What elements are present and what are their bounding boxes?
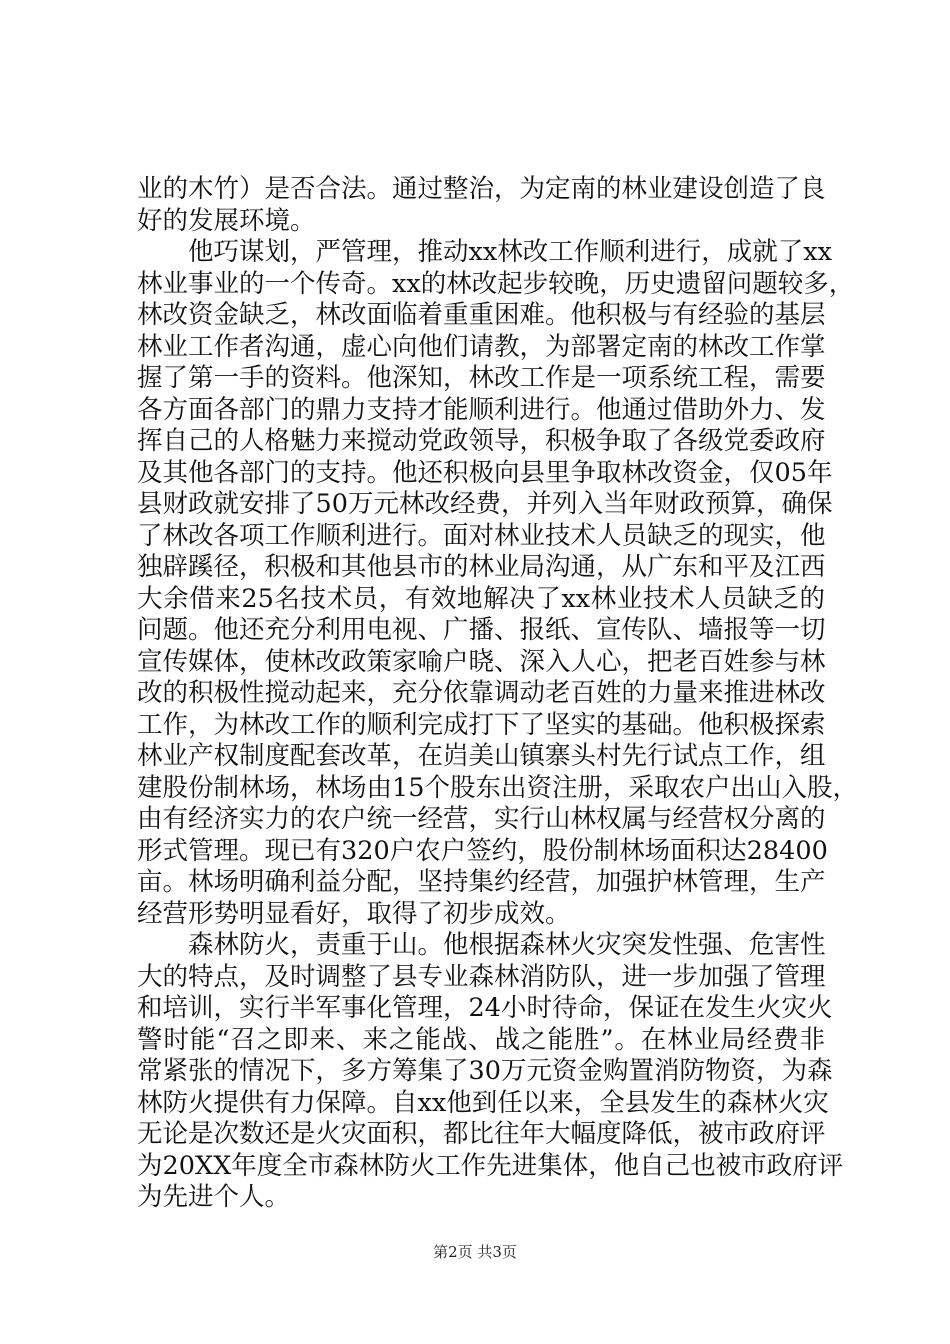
text-line: 亩。林场明确利益分配，坚持集约经营，加强护林管理，生产 [137, 867, 826, 897]
text-line: 问题。他还充分利用电视、广播、报纸、宣传队、墙报等一切 [137, 615, 826, 645]
text-line: 林防火提供有力保障。自xx他到任以来，全县发生的森林火灾 [137, 1087, 829, 1118]
text-line: 和培训，实行半军事化管理，24小时待命，保证在发生火灾火 [137, 993, 833, 1023]
text-line: 大的特点，及时调整了县专业森林消防队，进一步加强了管理 [137, 961, 826, 992]
text-line: 大余借来25名技术员，有效地解决了xx林业技术人员缺乏的 [137, 583, 825, 614]
text-line: 常紧张的情况下，多方筹集了30万元资金购置消防物资，为森 [137, 1056, 833, 1086]
text-line: 经营形势明显看好，取得了初步成效。 [137, 898, 571, 929]
body-text [137, 174, 858, 1214]
text-line: 林业产权制度配套改革，在岿美山镇寨头村先行试点工作，组 [137, 741, 826, 771]
text-line: 改的积极性搅动起来，充分依靠调动老百姓的力量来推进林改 [137, 678, 826, 708]
paragraph-start-line: 他巧谋划，严管理，推动xx林改工作顺利进行，成就了xx [188, 237, 833, 267]
text-line: 由有经济实力的农户统一经营，实行山林权属与经营权分离的 [137, 804, 826, 834]
text-line: 建股份制林场，林场由15个股东出资注册，采取农户出山入股， [137, 772, 858, 803]
text-line: 独辟蹊径，积极和其他县市的林业局沟通，从广东和平及江西 [137, 552, 826, 582]
text-line: 形式管理。现已有320户农户签约，股份制林场面积达28400 [137, 835, 828, 866]
text-line: 无论是次数还是火灾面积，都比往年大幅度降低，被市政府评 [137, 1119, 826, 1149]
text-line: 好的发展环境。 [137, 205, 316, 236]
text-line: 了林改各项工作顺利进行。面对林业技术人员缺乏的现实，他 [137, 520, 826, 551]
text-line: 及其他各部门的支持。他还积极向县里争取林改资金，仅05年 [137, 457, 833, 488]
text-line: 林改资金缺乏，林改面临着重重困难。他积极与有经验的基层 [137, 300, 826, 330]
text-line: 各方面各部门的鼎力支持才能顺利进行。他通过借助外力、发 [137, 394, 826, 425]
text-line: 握了第一手的资料。他深知，林改工作是一项系统工程，需要 [137, 363, 826, 393]
text-line: 挥自己的人格魅力来搅动党政领导，积极争取了各级党委政府 [137, 426, 826, 456]
text-line: 县财政就安排了50万元林改经费，并列入当年财政预算，确保 [137, 489, 833, 519]
text-line: 为先进个人。 [137, 1182, 291, 1212]
text-line: 警时能“召之即来、来之能战、战之能胜”。在林业局经费非 [137, 1024, 825, 1055]
paragraph-start-line: 森林防火，责重于山。他根据森林火灾突发性强、危害性 [188, 930, 826, 960]
page-footer [0, 1241, 950, 1262]
text-line: 业的木竹）是否合法。通过整治，为定南的林业建设创造了良 [137, 174, 826, 204]
text-line: 宣传媒体，使林改政策家喻户晓、深入人心，把老百姓参与林 [137, 646, 826, 677]
page-number-label: 第2页 共3页 [433, 1243, 517, 1261]
text-line: 为20XX年度全市森林防火工作先进集体，他自己也被市政府评 [137, 1150, 844, 1181]
text-line: 工作，为林改工作的顺利完成打下了坚实的基础。他积极探索 [137, 709, 826, 740]
text-line: 林业工作者沟通，虚心向他们请教，为部署定南的林改工作掌 [137, 331, 826, 362]
text-line: 林业事业的一个传奇。xx的林改起步较晚，历史遗留问题较多， [137, 268, 855, 299]
